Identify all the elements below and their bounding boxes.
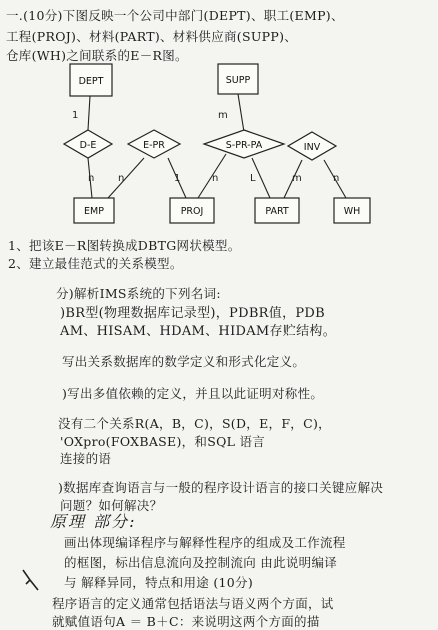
card-proj-epr: 1 bbox=[174, 173, 181, 184]
relationship-inv bbox=[288, 132, 336, 160]
entity-supp bbox=[218, 64, 258, 94]
entity-supp-label: SUPP bbox=[225, 75, 251, 86]
q-ims-line-2: )BR型(物理数据库记录型)，PDBR值，PDB bbox=[60, 306, 325, 321]
card-emp-de: n bbox=[88, 173, 95, 184]
relationship-d-e bbox=[64, 130, 112, 158]
principles-line-4: 程序语言的定义通常包括语法与语义两个方面，试 bbox=[52, 596, 334, 611]
card-dept-de: 1 bbox=[72, 110, 79, 121]
card-emp-epr: n bbox=[118, 173, 125, 184]
card-part-spp: L bbox=[250, 173, 256, 184]
card-wh-inv: n bbox=[333, 173, 340, 184]
q-sql-line-3: 连接的语 bbox=[60, 451, 112, 466]
entity-dept bbox=[70, 64, 112, 96]
q-mvd-line-1: )写出多值依赖的定义，并且以此证明对称性。 bbox=[62, 386, 324, 401]
entity-proj bbox=[170, 198, 214, 223]
entity-part bbox=[255, 198, 299, 223]
edge-dept-de bbox=[88, 96, 90, 130]
entity-emp-label: EMP bbox=[84, 206, 104, 217]
relationship-d-e-label: D-E bbox=[79, 140, 97, 151]
q-iface-line-1: )数据库查询语言与一般的程序设计语言的接口关键应解决 bbox=[58, 480, 384, 495]
relationship-s-pr-pa bbox=[204, 130, 284, 158]
q1-line-2: 工程(PROJ)、材料(PART)、材料供应商(SUPP)、 bbox=[6, 29, 298, 44]
q-ims-line-1: 分)解析IMS系统的下列名词: bbox=[56, 286, 221, 301]
entity-emp bbox=[74, 198, 114, 223]
principles-line-3: 与 解释异同，特点和用途 (10分) bbox=[64, 575, 254, 590]
principles-line-2: 的框图，标出信息流向及控制流向 由此说明编译 bbox=[64, 555, 338, 570]
entity-wh bbox=[334, 198, 370, 223]
entity-proj-label: PROJ bbox=[180, 206, 204, 217]
q-ims-line-3: AM、HISAM、HDAM、HIDAM存贮结构。 bbox=[60, 324, 337, 339]
q-sql-line-2: 'OXpro(FOXBASE)，和SQL 语言 bbox=[60, 434, 266, 449]
q-iface-line-2: 问题？如何解决？ bbox=[60, 498, 163, 513]
margin-mark-icon bbox=[20, 566, 44, 594]
card-part-inv: m bbox=[292, 173, 302, 184]
entity-wh-label: WH bbox=[343, 206, 361, 217]
edge-supp-spp bbox=[238, 94, 244, 132]
entity-dept-label: DEPT bbox=[78, 76, 104, 87]
q-rel-line-1: 写出关系数据库的数学定义和形式化定义。 bbox=[62, 354, 306, 369]
relationship-e-pr bbox=[128, 130, 180, 158]
principles-line-5: 就赋值语句A ＝ B＋C：来说明这两个方面的描 bbox=[52, 614, 320, 629]
task-2: 2、建立最佳范式的关系模型。 bbox=[8, 256, 183, 271]
q1-line-1: 一.(10分)下图反映一个公司中部门(DEPT)、职工(EMP)、 bbox=[6, 8, 344, 23]
relationship-s-pr-pa-label: S-PR-PA bbox=[225, 140, 263, 151]
task-1: 1、把该E－R图转换成DBTG网状模型。 bbox=[8, 238, 241, 253]
q-sql-line-1: 没有二个关系R(A，B，C)，S(D，E，F，C)， bbox=[58, 416, 331, 431]
card-proj-spp: n bbox=[212, 173, 219, 184]
entity-part-label: PART bbox=[265, 206, 289, 217]
q1-line-3: 仓库(WH)之间联系的E－R图。 bbox=[6, 48, 188, 63]
principles-heading: 原理 部分: bbox=[50, 512, 137, 531]
relationship-e-pr-label: E-PR bbox=[143, 140, 165, 151]
card-supp-spp: m bbox=[218, 110, 228, 121]
edge-emp-epr bbox=[108, 158, 144, 198]
principles-line-1: 画出体现编译程序与解释性程序的组成及工作流程 bbox=[64, 535, 346, 550]
relationship-inv-label: INV bbox=[303, 142, 321, 153]
